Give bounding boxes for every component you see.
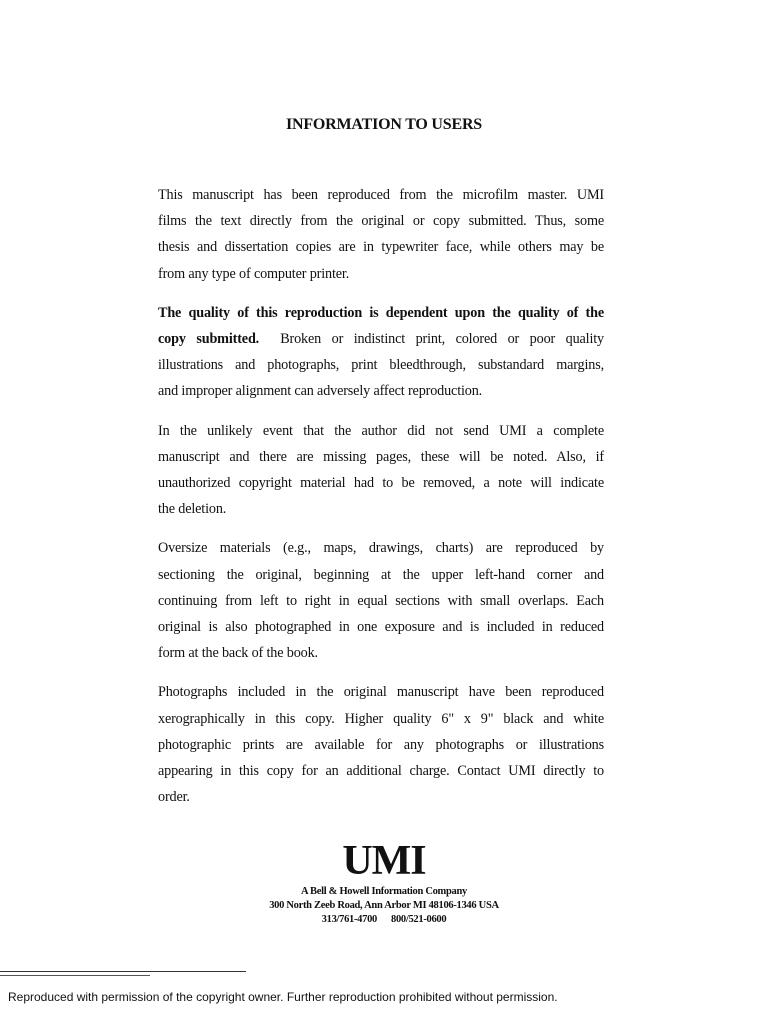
divider-rule (0, 971, 246, 972)
text-line: Photographs included in the original manuscript have been reproduced (158, 684, 604, 701)
phone-numbers (0, 913, 768, 927)
paragraph-quality (158, 300, 604, 405)
bold-lead-line: The quality of this reproduction is dependent upon the quality of the (158, 304, 604, 321)
divider-rule-thin (0, 975, 150, 976)
text-line: sectioning the original, beginning at the upper left-hand corner and (158, 566, 604, 583)
bold-lead-fragment: copy submitted. (158, 331, 260, 348)
text-line: manuscript and there are missing pages, these will be noted. Also, if (158, 448, 604, 465)
text-line: films the text directly from the original or copy submitted. Thus, some (158, 213, 604, 230)
text-line: appearing in this copy for an additional charge. Contact UMI directly to (158, 763, 604, 780)
phone-number: 800/521-0600 (391, 914, 447, 925)
text-line: photographic prints are available for any photographs or illustrations (158, 736, 604, 753)
text-fragment: Broken or indistinct print, colored or poor quality (280, 331, 605, 348)
text-line: from any type of computer printer. (158, 265, 350, 282)
paragraph-reproduction (158, 182, 604, 287)
text-line: This manuscript has been reproduced from the microfilm master. UMI (158, 187, 604, 203)
company-name: A Bell & Howell Information Company (301, 886, 467, 897)
street-address: 300 North Zeeb Road, Ann Arbor MI 48106-1346 USA (269, 900, 499, 911)
paragraph-photographs (158, 679, 604, 810)
text-line: In the unlikely event that the author did not send UMI a complete (158, 422, 604, 439)
text-line: unauthorized copyright material had to be removed, a note will indicate (158, 475, 604, 492)
text-line: illustrations and photographs, print bleedthrough, substandard margins, (158, 357, 604, 374)
paragraph-oversize (158, 535, 604, 666)
text-line: form at the back of the book. (158, 645, 318, 662)
text-line: continuing from left to right in equal sections with small overlaps. Each (158, 592, 604, 609)
umi-logo: UMI (342, 838, 426, 884)
text-line: the deletion. (158, 501, 227, 518)
text-line: original is also photographed in one exposure and is included in reduced (158, 619, 604, 636)
body-text (158, 182, 604, 823)
paragraph-missing-pages (158, 418, 604, 523)
page-title: INFORMATION TO USERS (285, 116, 483, 133)
text-line: order. (158, 789, 190, 806)
copyright-footer: Reproduced with permission of the copyright owner. Further reproduction prohibited without permission. (8, 990, 558, 1004)
text-line: thesis and dissertation copies are in typewriter face, while others may be (158, 239, 604, 256)
text-line: Oversize materials (e.g., maps, drawings, charts) are reproduced by (158, 540, 604, 557)
company-address-block (0, 885, 768, 927)
text-line: xerographically in this copy. Higher quality 6" x 9" black and white (158, 710, 604, 727)
text-line: and improper alignment can adversely affect reproduction. (158, 383, 483, 400)
text-line (158, 326, 604, 352)
phone-number: 313/761-4700 (321, 914, 377, 925)
